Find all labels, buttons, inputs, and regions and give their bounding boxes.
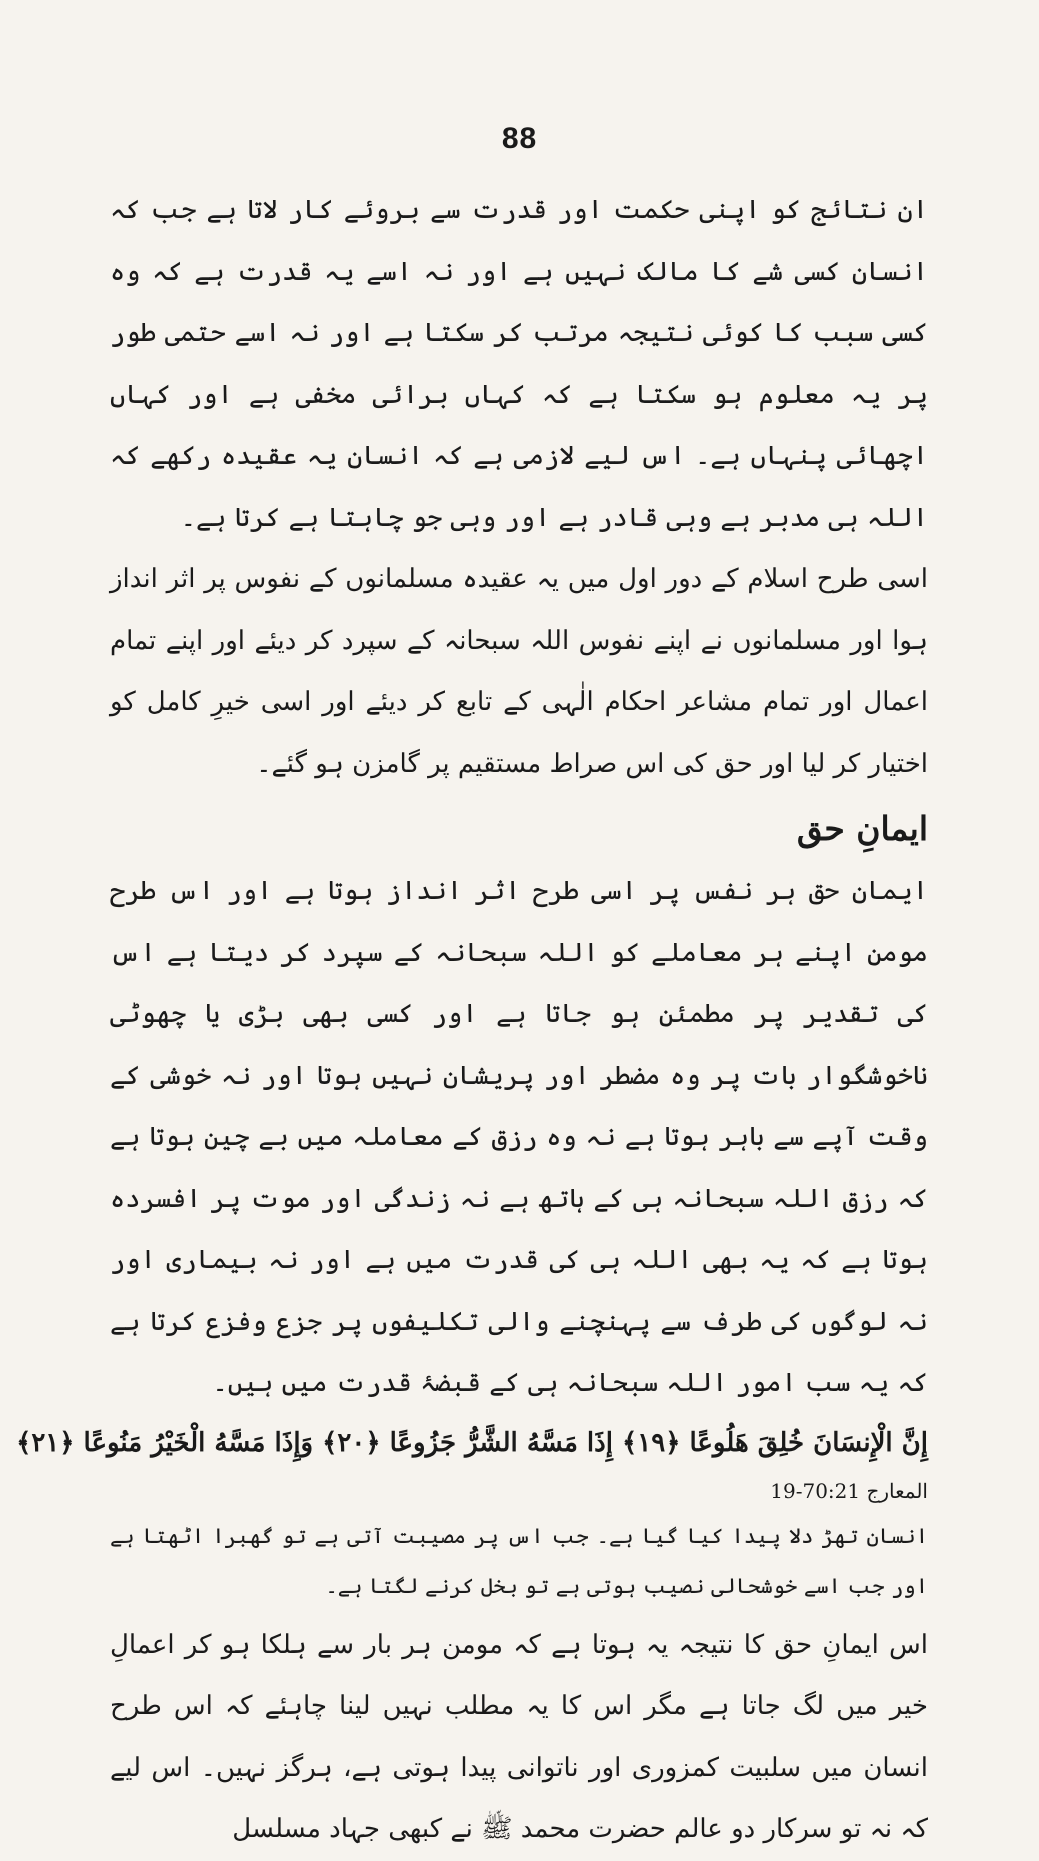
intro-paragraph-1: ان نتائج کو اپنی حکمت اور قدرت سے بروئے کار لاتا ہے جب کہ انسان کسی شے کا مالک نہیں ہے اور نہ اسے یہ قدرت ہے کہ وہ کسی سبب کا کوئی نتیجہ مرتب کر سکتا ہے اور نہ اسے حتمی طور پر یہ معلوم ہو سکتا ہے کہ کہاں برائی مخفی ہے اور کہاں اچھائی پنہاں ہے۔ اس لیے لازمی ہے کہ انسان یہ عقیدہ رکھے کہ اللہ ہی مدبر ہے وہی قادر ہے اور وہی جو چاہتا ہے کرتا ہے۔ xyxy=(110,195,928,533)
quran-verse: إِنَّ الْإِنسَانَ خُلِقَ هَلُوعًا ﴿١٩﴾ إِذَا مَسَّهُ الشَّرُّ جَزُوعًا ﴿٢٠﴾ وَإِذَا مَسَّهُ الْخَيْرُ مَنُوعًا ﴿٢١﴾ xyxy=(16,1427,928,1458)
page-content xyxy=(16,180,928,1861)
iman-paragraph: ایمان حق ہر نفس پر اسی طرح اثر انداز ہوتا ہے اور اس طرح مومن اپنے ہر معاملے کو اللہ سبحانہ کے سپرد کر دیتا ہے اس کی تقدیر پر مطمئن ہو جاتا ہے اور کسی بھی بڑی یا چھوٹی ناخوشگوار بات پر وہ مضطر اور پریشان نہیں ہوتا اور نہ خوشی کے وقت آپے سے باہر ہوتا ہے نہ وہ رزق کے معاملہ میں بے چین ہوتا ہے کہ رزق اللہ سبحانہ ہی کے ہاتھ ہے نہ زندگی اور موت پر افسردہ ہوتا ہے کہ یہ بھی اللہ ہی کی قدرت میں ہے اور نہ بیماری اور نہ لوگوں کی طرف سے پہنچنے والی تکلیفوں پر جزع وفزع کرتا ہے کہ یہ سب امور اللہ سبحانہ ہی کے قبضۂ قدرت میں ہیں۔ xyxy=(110,876,928,1398)
verse-translation: انسان تھڑ دلا پیدا کیا گیا ہے۔ جب اس پر مصیبت آتی ہے تو گھبرا اٹھتا ہے اور جب اسے خوشحالی نصیب ہوتی ہے تو بخل کرنے لگتا ہے۔ xyxy=(110,1523,928,1598)
page-number: 88 xyxy=(501,122,538,155)
intro-paragraph-2: اسی طرح اسلام کے دور اول میں یہ عقیدہ مسلمانوں کے نفوس پر اثر انداز ہوا اور مسلمانوں نے اپنے نفوس اللہ سبحانہ کے سپرد کر دیئے اور اپنے تمام اعمال اور تمام مشاعر احکام الٰہی کے تابع کر دیئے اور اسی خیرِ کامل کو اختیار کر لیا اور حق کی اس صراط مستقیم پر گامزن ہو گئے۔ xyxy=(110,564,928,779)
section-heading: ایمانِ حق xyxy=(796,809,928,848)
verse-reference: المعارج 70:21-19 xyxy=(770,1478,928,1503)
conclusion-paragraph: اس ایمانِ حق کا نتیجہ یہ ہوتا ہے کہ مومن ہر بار سے ہلکا ہو کر اعمالِ خیر میں لگ جاتا ہے مگر اس کا یہ مطلب نہیں لینا چاہئے کہ اس طرح انسان میں سلبیت کمزوری اور ناتوانی پیدا ہوتی ہے، ہرگز نہیں۔ اس لیے کہ نہ تو سرکار دو عالم حضرت محمد ﷺ نے کبھی جہاد مسلسل xyxy=(110,1629,928,1844)
